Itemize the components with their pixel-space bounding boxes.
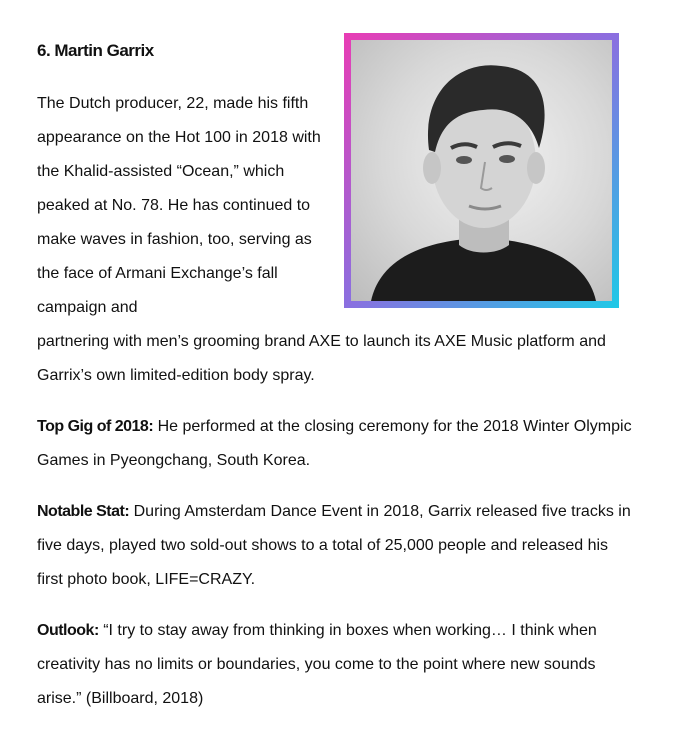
top-gig-label: Top Gig of 2018: <box>37 418 154 435</box>
intro-text-rest: partnering with men’s grooming brand AXE to launch its AXE Music platform and Garrix’s own limited-edition body spray. <box>37 333 606 384</box>
intro-text-wrapped: The Dutch producer, 22, made his fifth appearance on the Hot 100 in 2018 with the Khalid-assisted “Ocean,” which peaked at No. 78. He has continued to make waves in fashion, too, serving as the face of Armani Exchange’s fall campaign and <box>37 95 321 316</box>
portrait-photo <box>351 40 612 301</box>
top-gig-paragraph <box>37 410 637 478</box>
notable-stat-text: During Amsterdam Dance Event in 2018, Garrix released five tracks in five days, played two sold-out shows to a total of 25,000 people and released his first photo book, LIFE=CRAZY. <box>37 503 631 588</box>
portrait-illustration <box>351 40 612 301</box>
article-heading: 6. Martin Garrix <box>37 41 154 60</box>
notable-stat-paragraph <box>37 495 637 597</box>
outlook-text: “I try to stay away from thinking in boxes when working… I think when creativity has no limits or boundaries, you come to the point where new sounds arise.” (Billboard, 2018) <box>37 622 597 707</box>
top-gig-text: He performed at the closing ceremony for the 2018 Winter Olympic Games in Pyeongchang, South Korea. <box>37 418 632 469</box>
notable-stat-label: Notable Stat: <box>37 503 130 520</box>
portrait-frame <box>344 33 619 308</box>
article <box>37 30 637 716</box>
outlook-label: Outlook: <box>37 622 99 639</box>
outlook-paragraph <box>37 614 637 716</box>
